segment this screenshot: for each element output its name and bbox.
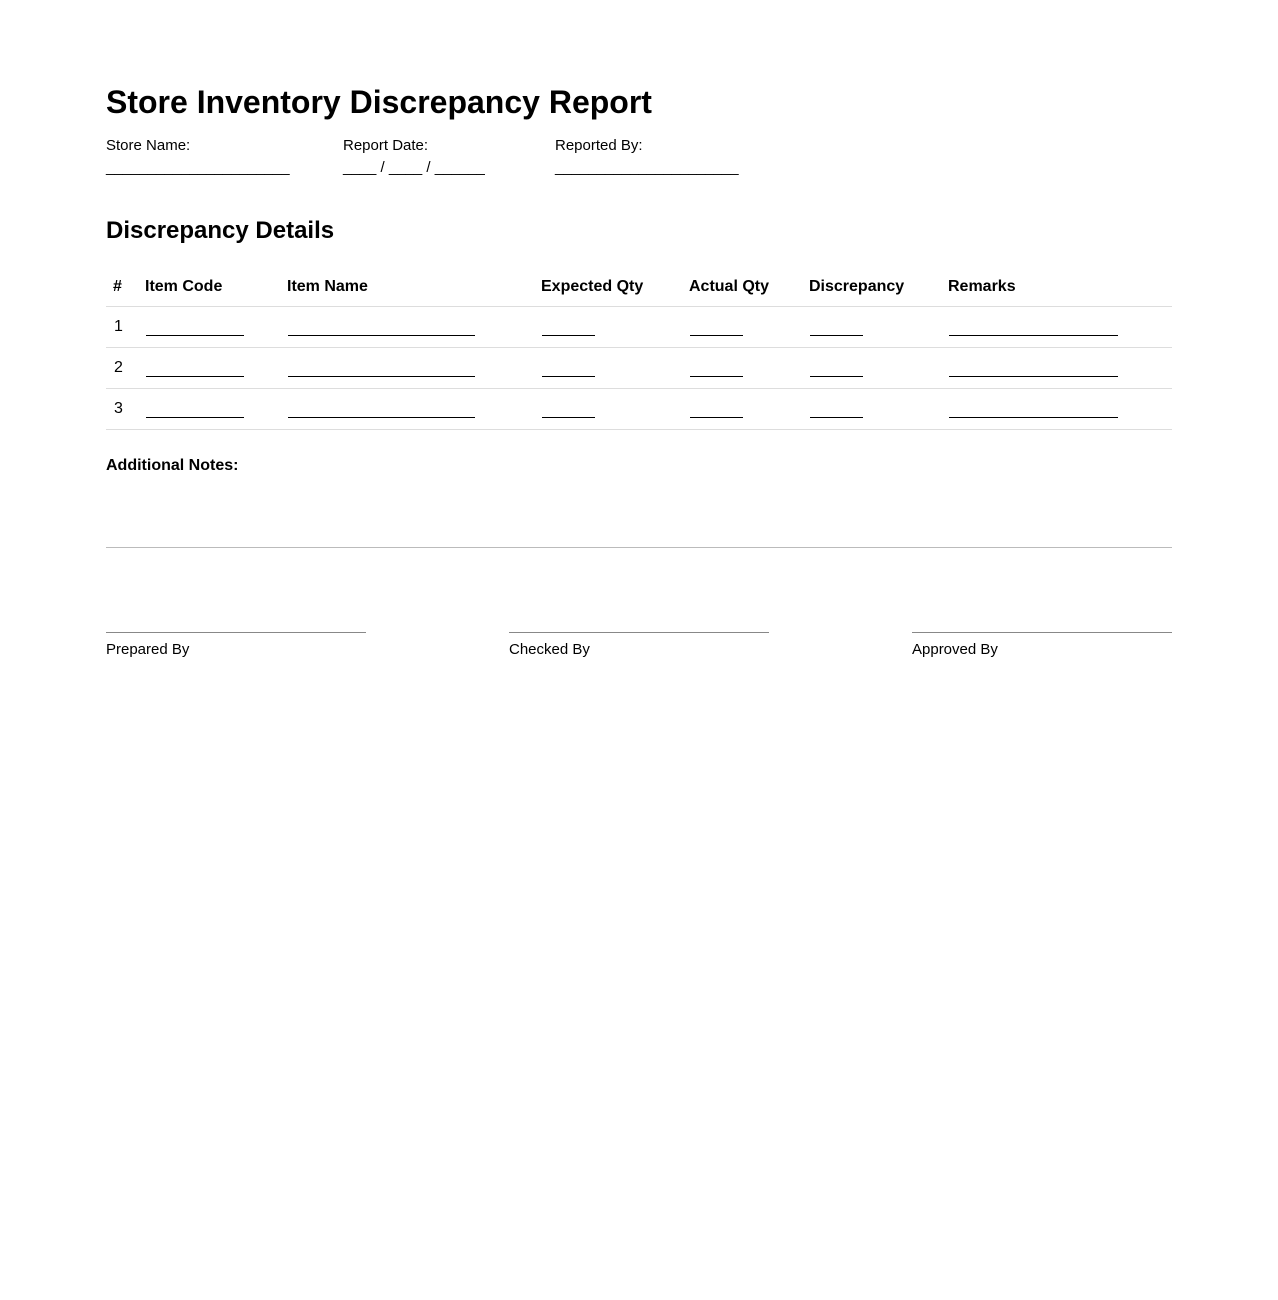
expected-qty-blank[interactable] <box>542 362 595 377</box>
signature-checked-by <box>509 632 769 660</box>
signature-label: Prepared By <box>106 641 190 658</box>
table-header-row <box>106 268 1172 307</box>
store-name-field <box>106 136 290 178</box>
discrepancy-blank[interactable] <box>810 321 863 336</box>
col-header-expected-qty: Expected Qty <box>541 268 689 307</box>
report-date-label: Report Date: <box>343 137 429 154</box>
table-row <box>106 389 1172 430</box>
report-date-blank[interactable]: ____ / ____ / ______ <box>343 159 485 176</box>
signature-line[interactable] <box>106 632 366 633</box>
actual-qty-blank[interactable] <box>690 321 743 336</box>
page-title: Store Inventory Discrepancy Report <box>106 84 652 120</box>
table-row <box>106 307 1172 348</box>
col-header-remarks: Remarks <box>948 268 1172 307</box>
row-number: 1 <box>106 307 145 348</box>
signature-line[interactable] <box>509 632 769 633</box>
item-name-blank[interactable] <box>288 321 475 336</box>
discrepancy-table <box>106 268 1172 430</box>
signature-line[interactable] <box>912 632 1172 633</box>
row-number: 2 <box>106 348 145 389</box>
remarks-blank[interactable] <box>949 403 1118 418</box>
col-header-item-name: Item Name <box>287 268 541 307</box>
row-number: 3 <box>106 389 145 430</box>
item-code-blank[interactable] <box>146 362 244 377</box>
section-title: Discrepancy Details <box>106 217 335 244</box>
signature-label: Approved By <box>912 641 998 658</box>
signature-label: Checked By <box>509 641 590 658</box>
report-page <box>106 82 1172 658</box>
actual-qty-blank[interactable] <box>690 362 743 377</box>
col-header-item-code: Item Code <box>145 268 287 307</box>
item-code-blank[interactable] <box>146 321 244 336</box>
col-header-num: # <box>106 268 145 307</box>
notes-line[interactable] <box>106 547 1172 548</box>
item-name-blank[interactable] <box>288 403 475 418</box>
col-header-discrepancy: Discrepancy <box>809 268 948 307</box>
remarks-blank[interactable] <box>949 362 1118 377</box>
item-name-blank[interactable] <box>288 362 475 377</box>
col-header-actual-qty: Actual Qty <box>689 268 809 307</box>
table-row <box>106 348 1172 389</box>
store-name-blank[interactable]: ______________________ <box>106 159 290 176</box>
discrepancy-blank[interactable] <box>810 362 863 377</box>
reported-by-blank[interactable]: ______________________ <box>555 159 739 176</box>
discrepancy-blank[interactable] <box>810 403 863 418</box>
remarks-blank[interactable] <box>949 321 1118 336</box>
report-meta <box>106 136 1172 196</box>
report-date-field <box>343 136 485 178</box>
additional-notes-label: Additional Notes: <box>106 457 239 474</box>
expected-qty-blank[interactable] <box>542 321 595 336</box>
store-name-label: Store Name: <box>106 137 191 154</box>
reported-by-label: Reported By: <box>555 137 643 154</box>
signature-approved-by <box>912 632 1172 660</box>
item-code-blank[interactable] <box>146 403 244 418</box>
signature-prepared-by <box>106 632 366 660</box>
expected-qty-blank[interactable] <box>542 403 595 418</box>
actual-qty-blank[interactable] <box>690 403 743 418</box>
reported-by-field <box>555 136 739 178</box>
